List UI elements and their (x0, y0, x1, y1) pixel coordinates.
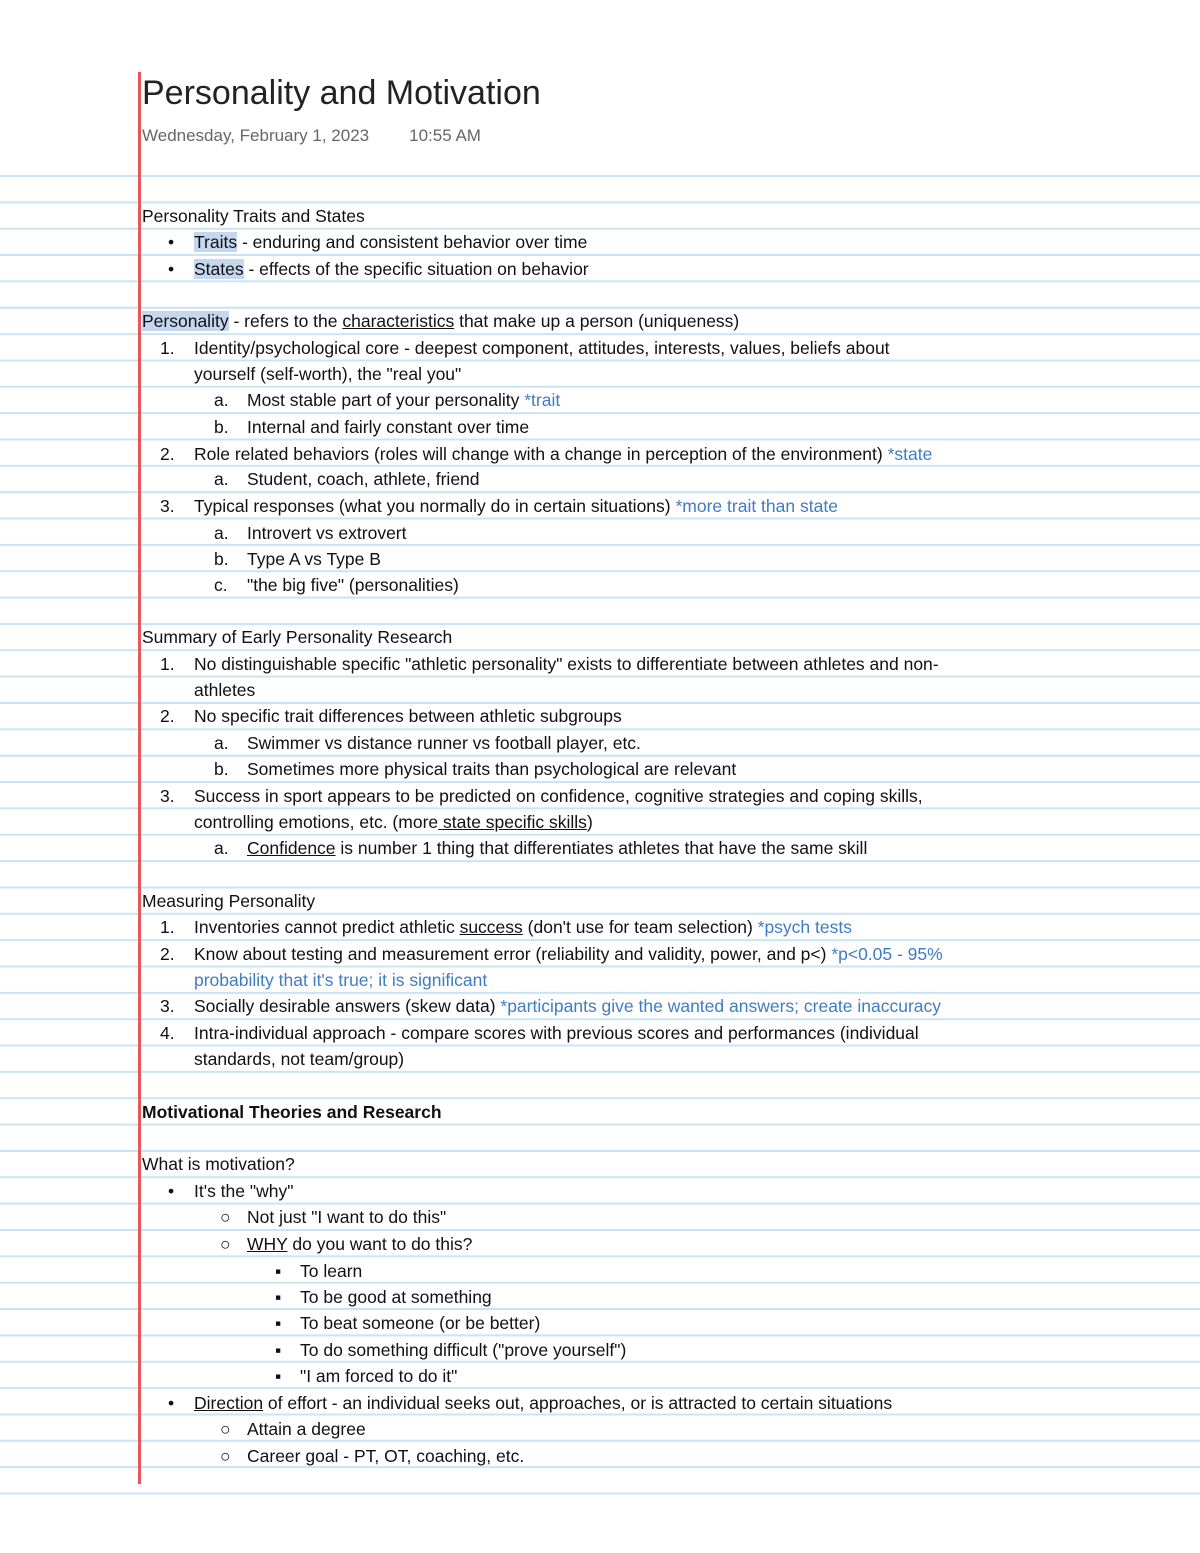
list-item-text: To be good at something (300, 1287, 492, 1307)
list-item-text: Student, coach, athlete, friend (247, 469, 480, 489)
list-number: 1. (160, 338, 175, 358)
list-item-text: Typical responses (what you normally do in certain situations) *more trait than state (194, 496, 838, 516)
list-item-text: probability that it's true; it is significant (194, 970, 488, 990)
circle-bullet: ○ (220, 1207, 231, 1227)
list-item-text: Direction of effort - an individual seeks out, approaches, or is attracted to certain situations (194, 1393, 893, 1413)
list-number: 2. (160, 706, 175, 726)
list-item-text: Internal and fairly constant over time (247, 417, 530, 437)
list-item-text: Intra-individual approach - compare scores with previous scores and performances (individual (194, 1023, 919, 1043)
list-item-text: To do something difficult ("prove yourself") (300, 1340, 627, 1360)
list-item (168, 256, 174, 282)
page-meta (142, 126, 481, 146)
list-number: 4. (160, 1023, 175, 1043)
list-item (168, 229, 174, 255)
term-traits: Traits (194, 232, 238, 252)
section-heading: Personality - refers to the characteristics that make up a person (uniqueness) (142, 311, 740, 331)
section-heading: Personality Traits and States (142, 206, 365, 226)
square-bullet: ▪ (275, 1261, 282, 1281)
list-item-text: Traits - enduring and consistent behavior over time (194, 232, 588, 252)
list-letter: a. (214, 733, 229, 753)
square-bullet: ▪ (275, 1366, 282, 1386)
list-item-text: Most stable part of your personality *trait (247, 390, 561, 410)
list-item-text: WHY do you want to do this? (247, 1234, 473, 1254)
list-letter: c. (214, 575, 228, 595)
list-item-text: To beat someone (or be better) (300, 1313, 541, 1333)
list-item-text: Sometimes more physical traits than psychological are relevant (247, 759, 737, 779)
list-number: 3. (160, 786, 175, 806)
list-item-text: No specific trait differences between athletic subgroups (194, 706, 622, 726)
list-item-text: It's the "why" (194, 1181, 294, 1201)
list-number: 2. (160, 444, 175, 464)
square-bullet: ▪ (275, 1340, 282, 1360)
list-letter: b. (214, 549, 229, 569)
list-letter: a. (214, 390, 229, 410)
list-number: 3. (160, 496, 175, 516)
list-number: 1. (160, 917, 175, 937)
page-time: 10:55 AM (409, 126, 481, 145)
list-item-text: Not just "I want to do this" (247, 1207, 447, 1227)
list-item-text: Socially desirable answers (skew data) *participants give the wanted answers; create inaccuracy (194, 996, 942, 1016)
list-item-text: standards, not team/group) (194, 1049, 405, 1069)
bullet: • (168, 1181, 175, 1201)
list-item-text: Career goal - PT, OT, coaching, etc. (247, 1446, 525, 1466)
list-letter: a. (214, 838, 229, 858)
list-item-text: Introvert vs extrovert (247, 523, 407, 543)
square-bullet: ▪ (275, 1287, 282, 1307)
term-states: States (194, 259, 244, 279)
circle-bullet: ○ (220, 1234, 231, 1254)
list-item-text: controlling emotions, etc. (more state specific skills) (194, 812, 593, 832)
term-personality: Personality (142, 311, 229, 331)
list-item-text: Success in sport appears to be predicted on confidence, cognitive strategies and coping skills, (194, 786, 923, 806)
list-letter: b. (214, 417, 229, 437)
list-item-text: yourself (self-worth), the "real you" (194, 364, 462, 384)
section-heading: Measuring Personality (142, 891, 316, 911)
bullet: • (168, 232, 175, 252)
square-bullet: ▪ (275, 1313, 282, 1333)
list-letter: b. (214, 759, 229, 779)
list-item-text: athletes (194, 680, 256, 700)
section-heading: Summary of Early Personality Research (142, 627, 453, 647)
list-item-text: Type A vs Type B (247, 549, 381, 569)
bullet: • (168, 1393, 175, 1413)
circle-bullet: ○ (220, 1446, 231, 1466)
list-number: 1. (160, 654, 175, 674)
bullet: • (168, 259, 175, 279)
list-item-text: Attain a degree (247, 1419, 366, 1439)
list-item-text: No distinguishable specific "athletic personality" exists to differentiate between athletes and non- (194, 654, 939, 674)
list-item-text: States - effects of the specific situation on behavior (194, 259, 589, 279)
list-item-text: "I am forced to do it" (300, 1366, 458, 1386)
list-item-text: Inventories cannot predict athletic success (don't use for team selection) *psych tests (194, 917, 852, 937)
page-title: Personality and Motivation (142, 74, 541, 112)
list-number: 3. (160, 996, 175, 1016)
margin-line (138, 72, 141, 1484)
list-number: 2. (160, 944, 175, 964)
page-date: Wednesday, February 1, 2023 (142, 126, 370, 145)
circle-bullet: ○ (220, 1419, 231, 1439)
list-item-text: Know about testing and measurement error (reliability and validity, power, and p<) *p<0.05 - 95% (194, 944, 943, 964)
list-item-text: Swimmer vs distance runner vs football player, etc. (247, 733, 641, 753)
list-item-text: Identity/psychological core - deepest component, attitudes, interests, values, beliefs about (194, 338, 890, 358)
list-item-text: Role related behaviors (roles will change with a change in perception of the environment) *state (194, 444, 933, 464)
list-letter: a. (214, 523, 229, 543)
list-item-text: "the big five" (personalities) (247, 575, 459, 595)
list-item-text: Confidence is number 1 thing that differentiates athletes that have the same skill (247, 838, 868, 858)
list-letter: a. (214, 469, 229, 489)
section-heading: What is motivation? (142, 1154, 295, 1174)
section-heading-bold: Motivational Theories and Research (142, 1102, 442, 1122)
list-item-text: To learn (300, 1261, 363, 1281)
